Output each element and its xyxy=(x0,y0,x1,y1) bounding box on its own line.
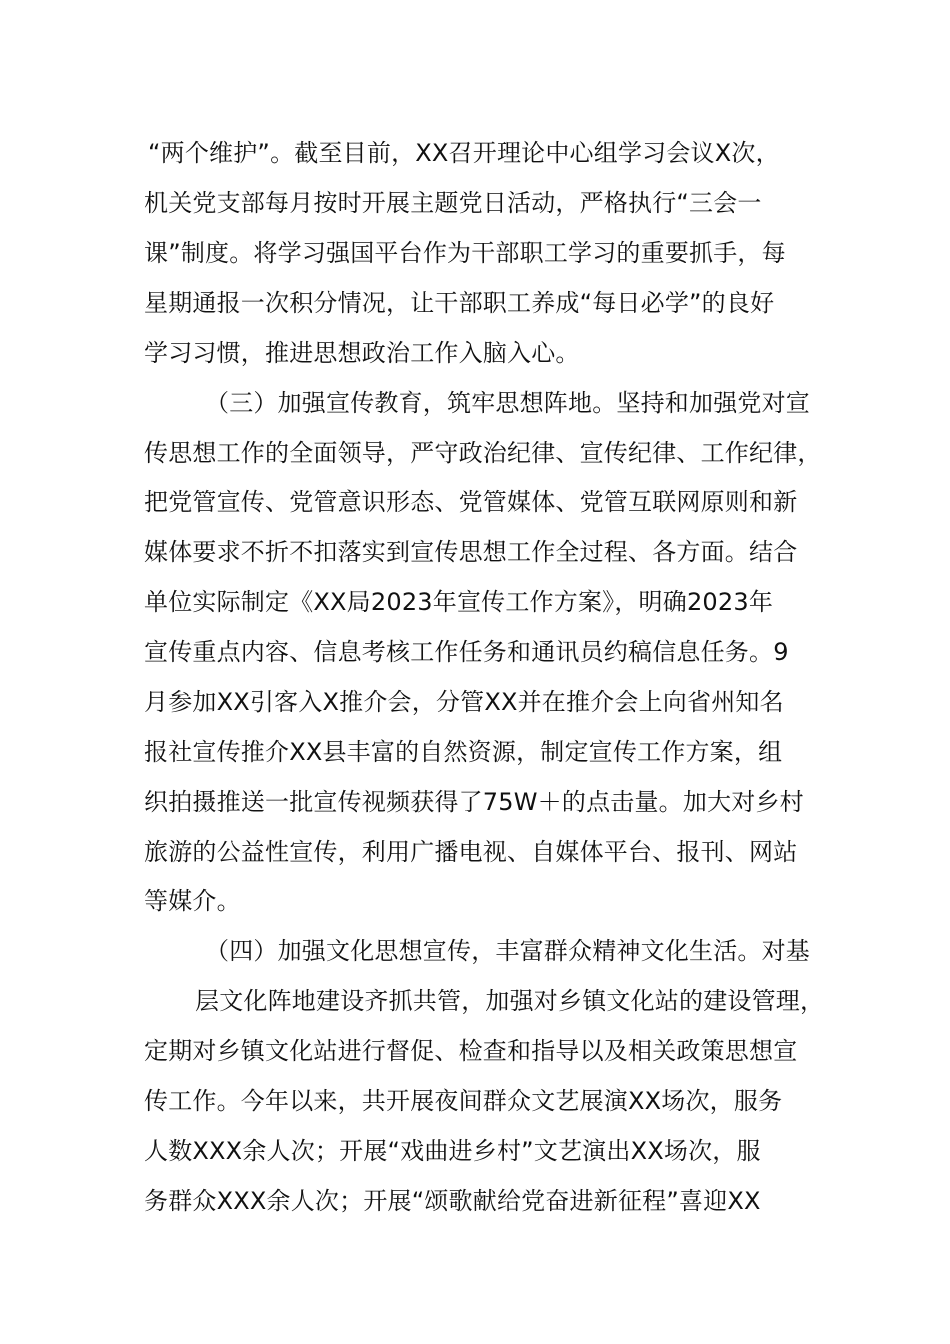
text-line: 报社宣传推介XX县丰富的自然资源，制定宣传工作方案，组 xyxy=(144,738,783,766)
text-line: 务群众XXX余人次；开展“颂歌献给党奋进新征程”喜迎XX xyxy=(144,1187,761,1215)
text-line: 旅游的公益性宣传，利用广播电视、自媒体平台、报刊、网站 xyxy=(144,838,798,866)
text-line: 学习习惯，推进思想政治工作入脑入心。 xyxy=(144,339,580,367)
text-line: 星期通报一次积分情况，让干部职工养成“每日必学”的良好 xyxy=(144,289,775,317)
text-line: 把党管宣传、党管意识形态、党管媒体、党管互联网原则和新 xyxy=(144,488,798,516)
text-line: 传思想工作的全面领导，严守政治纪律、宣传纪律、工作纪律， xyxy=(144,439,822,467)
text-line: 定期对乡镇文化站进行督促、检查和指导以及相关政策思想宣 xyxy=(144,1037,798,1065)
text-line: 课”制度。将学习强国平台作为干部职工学习的重要抓手，每 xyxy=(144,239,786,267)
text-line: 人数XXX余人次；开展“戏曲进乡村”文艺演出XX场次，服 xyxy=(144,1137,761,1165)
section-heading-line: （三）加强宣传教育，筑牢思想阵地。坚持和加强党对宣 xyxy=(205,389,810,417)
text-line: 传工作。今年以来，共开展夜间群众文艺展演XX场次，服务 xyxy=(144,1087,783,1115)
section-heading-line: （四）加强文化思想宣传，丰富群众精神文化生活。对基 xyxy=(205,937,810,965)
text-line: 月参加XX引客入X推介会，分管XX并在推介会上向省州知名 xyxy=(144,688,784,716)
text-line: 宣传重点内容、信息考核工作任务和通讯员约稿信息任务。9 xyxy=(144,638,789,666)
text-line: 织拍摄推送一批宣传视频获得了75W＋的点击量。加大对乡村 xyxy=(144,788,804,816)
text-line: 等媒介。 xyxy=(144,887,241,915)
text-line: 单位实际制定《XX局2023年宣传工作方案》，明确2023年 xyxy=(144,588,774,616)
text-line: “两个维护”。截至目前，XX召开理论中心组学习会议X次， xyxy=(148,139,780,167)
text-line: 机关党支部每月按时开展主题党日活动，严格执行“三会一 xyxy=(144,189,762,217)
text-line: 层文化阵地建设齐抓共管，加强对乡镇文化站的建设管理， xyxy=(195,987,825,1015)
text-line: 媒体要求不折不扣落实到宣传思想工作全过程、各方面。结合 xyxy=(144,538,798,566)
